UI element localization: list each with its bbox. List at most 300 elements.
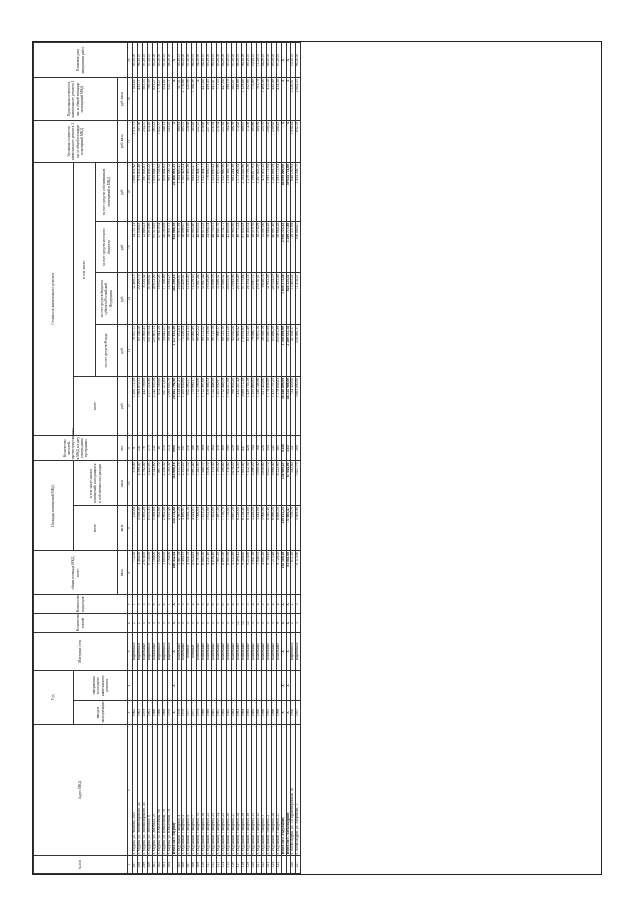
- cell-address: г. Радужный, 1 квартал, 32: [256, 724, 261, 856]
- cell-cost-owners: 1 532 660,56: [222, 163, 227, 222]
- cell-total-area: 4 532,80: [232, 550, 237, 595]
- header-year-last-repair: завершения последнего капитального ремонта: [74, 670, 128, 701]
- unit-limit-cost: руб./кв.м: [118, 78, 128, 120]
- cell-residents: 38: [157, 435, 162, 461]
- cell-cost-region: 824 325,32: [286, 273, 291, 325]
- cell-cost-fund: 42 108,37: [291, 325, 296, 377]
- cell-planned-date: 04.2015: [261, 43, 266, 78]
- cell-cost-fund: 99 725,10: [222, 325, 227, 377]
- cell-cost-fund: 30 550,19: [261, 325, 266, 377]
- header-row-no: № п/п: [34, 856, 128, 874]
- cell-cost-owners: 39 654 774,00: [286, 163, 291, 222]
- cell-address: г. Радужный, 3 квартал, 28: [271, 724, 276, 856]
- cell-cost-local: 1 269 777,88: [286, 221, 291, 273]
- cell-area-residents: 3 830,60: [261, 461, 266, 506]
- cell-cost-local: 20 537,69: [291, 221, 296, 273]
- cell-cost-region: 20 209,75: [137, 273, 142, 325]
- cell-row-no: 321: [256, 856, 261, 874]
- cell-limit-cost: 787,51: [177, 78, 182, 120]
- column-number: 17: [128, 120, 133, 162]
- cell-area-residents: 7 195,50: [217, 461, 222, 506]
- cell-unit-cost: 218,54: [212, 120, 217, 162]
- cell-year-built: 1977: [187, 701, 192, 725]
- cell-area-residents: 7 474,30: [236, 461, 241, 506]
- unit-cost-total: руб.: [118, 376, 128, 435]
- cell-limit-cost: 348,98: [236, 78, 241, 120]
- cell-floors: 5: [256, 614, 261, 633]
- cell-area-residents: 7 282,90: [197, 461, 202, 506]
- cell-cost-local: 50 664,28: [276, 221, 281, 273]
- cell-unit-cost: 221,92: [222, 120, 227, 162]
- cell-entrances: 3: [137, 595, 142, 614]
- cell-floors: 3: [296, 614, 301, 633]
- cell-cost-local: 18 493,36: [187, 221, 192, 273]
- cell-year-built: 1977: [192, 701, 197, 725]
- cell-cost-total: 1 432 267,44: [236, 376, 241, 435]
- cell-residents: 428: [246, 435, 251, 461]
- cell-floors: 3: [157, 614, 162, 633]
- cell-cost-fund: 88 233,20: [227, 325, 232, 377]
- cell-area-all: 5 905,90: [296, 506, 301, 551]
- cell-cost-local: 50 664,28: [266, 221, 271, 273]
- cell-area-residents: 2 353,20: [182, 461, 187, 506]
- cell-address: г. Радужный, 1 квартал, 24: [217, 724, 222, 856]
- cell-residents: 186: [192, 435, 197, 461]
- cell-row-no: 312: [212, 856, 217, 874]
- cell-residents: 24: [291, 435, 296, 461]
- cell-area-all: 7 813,20: [202, 506, 207, 551]
- cell-cost-total: 531 423,00: [261, 376, 266, 435]
- cell-area-residents: 116 066,10: [172, 461, 177, 506]
- cell-limit-cost: 783,79: [256, 78, 261, 120]
- cell-cost-region: 345 290,16: [172, 273, 177, 325]
- cell-address: г. Радужный, 1 квартал, 28: [236, 724, 241, 856]
- cell-floors: Х: [281, 614, 286, 633]
- cell-planned-date: 08.2016: [167, 43, 172, 78]
- unit-cost-local: руб.: [118, 221, 128, 273]
- cell-floors: 5: [232, 614, 237, 633]
- cell-total-area: 4 024,83: [192, 550, 197, 595]
- cell-area-residents: 7 318,00: [227, 461, 232, 506]
- cell-wall-material: панельные: [207, 633, 212, 671]
- cell-total-area: 9 728,50: [276, 550, 281, 595]
- cell-total-area: 7 109,00: [152, 550, 157, 595]
- cell-address: г. Муром, ул. Юбилейная, 76: [162, 724, 167, 856]
- cell-cost-total: 3 089 171,28: [241, 376, 246, 435]
- cell-wall-material: панельные: [232, 633, 237, 671]
- cell-cost-owners: 1 523 630,45: [212, 163, 217, 222]
- cell-cost-local: 20 985,50: [232, 221, 237, 273]
- cell-cost-total: 1 234 247,21: [177, 376, 182, 435]
- cell-limit-cost: 853,27: [152, 78, 157, 120]
- header-unit-cost: Удельная стоимость капитального ремонта 1 кв. м общей площади помещений МКД: [34, 120, 118, 162]
- cell-area-all: 2 663,50: [162, 506, 167, 551]
- cell-floors: 5: [227, 614, 232, 633]
- cell-wall-material: панельные: [182, 633, 187, 671]
- cell-area-all: 7 487,50: [217, 506, 222, 551]
- cell-cost-local: 40 661,40: [271, 221, 276, 273]
- cell-total-area: 8 838,40: [212, 550, 217, 595]
- cell-cost-fund: 179 976,63: [241, 325, 246, 377]
- cell-unit-cost: 218,68: [202, 120, 207, 162]
- cell-planned-date: 05.2016: [157, 43, 162, 78]
- cell-residents: 214: [167, 435, 172, 461]
- cell-wall-material: панельные: [222, 633, 227, 671]
- header-cost-region: за счет средств бюджета субъекта Российской Федерации: [96, 273, 118, 325]
- cell-cost-owners: 776 650,31: [207, 163, 212, 222]
- cell-cost-region: 31 667,44: [197, 273, 202, 325]
- cell-year-built: Х: [286, 701, 291, 725]
- cell-area-all: 124 274,40: [172, 506, 177, 551]
- cell-area-residents: 7 412,30: [246, 461, 251, 506]
- header-cost-total: всего: [74, 376, 118, 435]
- cell-area-residents: 3 678,20: [232, 461, 237, 506]
- cell-limit-cost: 432,71: [137, 78, 142, 120]
- cell-cost-owners: 979 833,48: [137, 163, 142, 222]
- cell-area-all: 3 444,00: [256, 506, 261, 551]
- cell-unit-cost: 348,14: [162, 120, 167, 162]
- cell-planned-date: 06.2015: [137, 43, 142, 78]
- cell-cost-owners: 1 199 817,03: [251, 163, 256, 222]
- cell-row-no: 303: [162, 856, 167, 874]
- cell-row-no: 327: [296, 856, 301, 874]
- cell-cost-owners: 694 635,47: [192, 163, 197, 222]
- cell-cost-owners: 1 339 395,75: [227, 163, 232, 222]
- cell-planned-date: Х: [286, 43, 291, 78]
- cell-cost-fund: 70 557,11: [132, 325, 137, 377]
- cell-floors: 5: [271, 614, 276, 633]
- header-year-group: Год: [34, 670, 74, 724]
- cell-row-no: 306: [182, 856, 187, 874]
- cell-area-all: 8 860,20: [276, 506, 281, 551]
- cell-cost-fund: 103 081,99: [276, 325, 281, 377]
- cell-wall-material: панельные: [251, 633, 256, 671]
- cell-cost-total: 1 433 751,25: [271, 376, 276, 435]
- cell-cost-total: 2 142 333,39: [152, 376, 157, 435]
- cell-area-residents: 2 311,79: [177, 461, 182, 506]
- cell-area-residents: 7 315,30: [212, 461, 217, 506]
- cell-planned-date: 07.2016: [187, 43, 192, 78]
- cell-area-all: 3 428,20: [251, 506, 256, 551]
- cell-limit-cost: Х: [172, 78, 177, 120]
- cell-cost-fund: 226 986,37: [296, 325, 301, 377]
- header-cost-local: за счет средств местного бюджета: [96, 221, 118, 273]
- cell-cost-region: 14 219,43: [192, 273, 197, 325]
- cell-floors: 5: [251, 614, 256, 633]
- cell-cost-fund: 83 152,49: [246, 325, 251, 377]
- cell-cost-total: 1 712 299,00: [197, 376, 202, 435]
- cell-area-residents: 8 222,00: [276, 461, 281, 506]
- cell-year-built: 1980: [207, 701, 212, 725]
- cell-cost-total: 760 953,20: [232, 376, 237, 435]
- cell-residents: 232: [152, 435, 157, 461]
- cell-limit-cost: 320,06: [187, 78, 192, 120]
- cell-area-residents: 3 781,10: [187, 461, 192, 506]
- cell-year-built: 1961: [147, 701, 152, 725]
- cell-wall-material: кирпичные: [157, 633, 162, 671]
- cell-cost-owners: 2 764 026,96: [241, 163, 246, 222]
- cell-planned-date: 06.2016: [241, 43, 246, 78]
- cell-cost-region: 1 859 273,38: [281, 273, 286, 325]
- column-number: 10: [128, 461, 133, 506]
- cell-planned-date: 05.2016: [152, 43, 157, 78]
- cell-cost-local: 2 916 723,35: [281, 221, 286, 273]
- cell-cost-local: 22 063,40: [192, 221, 197, 273]
- cell-limit-cost: 771,33: [217, 78, 222, 120]
- cell-limit-cost: 532,71: [167, 78, 172, 120]
- cell-residents: 316: [217, 435, 222, 461]
- cell-address: Итого по г. Радужному: [281, 724, 286, 856]
- cell-year-built: 1996: [271, 701, 276, 725]
- cell-wall-material: кирпичные: [291, 633, 296, 671]
- cell-area-residents: 3 000,00: [256, 461, 261, 506]
- cell-floors: 5: [212, 614, 217, 633]
- cell-residents: 269: [296, 435, 301, 461]
- cell-floors: 5: [197, 614, 202, 633]
- cell-cost-total: 1 712 397,00: [202, 376, 207, 435]
- cell-year-last-repair: Х: [172, 670, 177, 701]
- column-number: 11: [128, 435, 133, 461]
- cell-cost-owners: 1 102 423,24: [182, 163, 187, 222]
- cell-cost-fund: 38 023,33: [187, 325, 192, 377]
- cell-residents: 228: [261, 435, 266, 461]
- cell-unit-cost: 227,78: [207, 120, 212, 162]
- column-number: 2: [128, 724, 133, 856]
- cell-limit-cost: 445,49: [271, 78, 276, 120]
- cell-cost-region: 26 554,19: [271, 273, 276, 325]
- cell-cost-total: 927 271,83: [162, 376, 167, 435]
- cell-year-built: 1986: [256, 701, 261, 725]
- cell-planned-date: 05.2016: [207, 43, 212, 78]
- cell-cost-fund: 77 990,37: [217, 325, 222, 377]
- cell-year-built: 1976: [177, 701, 182, 725]
- cell-entrances: 4: [256, 595, 261, 614]
- cell-limit-cost: 2 776,86: [182, 78, 187, 120]
- cell-residents: 3337: [286, 435, 291, 461]
- cell-area-all: 7 000,09: [197, 506, 202, 551]
- cell-address: г. Радужный, 1 квартал, 30: [246, 724, 251, 856]
- cell-unit-cost: 632,35: [296, 120, 301, 162]
- cell-address: г. Радужный, 3 квартал, 2: [266, 724, 271, 856]
- cell-cost-owners: 993 700,72: [167, 163, 172, 222]
- cell-total-area: 158 560,28: [281, 550, 286, 595]
- cell-cost-local: 87 852,03: [241, 221, 246, 273]
- cell-area-all: 8 154,80: [246, 506, 251, 551]
- cell-year-built: 1986: [157, 701, 162, 725]
- cell-row-no: 316: [232, 856, 237, 874]
- cell-area-residents: 3 961,40: [192, 461, 197, 506]
- cell-cost-region: 8 255,54: [142, 273, 147, 325]
- cell-wall-material: Х: [172, 633, 177, 671]
- cell-cost-region: 25 016,32: [256, 273, 261, 325]
- cell-address: г. Радужный, 1 квартал, 16: [202, 724, 207, 856]
- cell-cost-region: 24 689,97: [177, 273, 182, 325]
- cell-residents: 275: [147, 435, 152, 461]
- cell-limit-cost: 382,01: [232, 78, 237, 120]
- cell-cost-local: 48 015,52: [202, 221, 207, 273]
- cell-cost-fund: 1 768 899,00: [281, 325, 286, 377]
- cell-entrances: 4: [197, 595, 202, 614]
- cell-entrances: 4: [251, 595, 256, 614]
- cell-cost-owners: 1 532 404,71: [197, 163, 202, 222]
- cell-year-built: 1962: [132, 701, 137, 725]
- cell-residents: 242: [271, 435, 276, 461]
- cell-area-all: 1 893,20: [142, 506, 147, 551]
- cell-year-built: 1957: [296, 701, 301, 725]
- unit-residents: чел.: [118, 435, 128, 461]
- cell-unit-cost: 128,68: [187, 120, 192, 162]
- header-area-residents: в том числе жилых помещений, находящихся в собственности граждан: [74, 461, 118, 506]
- cell-total-area: 9 289,80: [241, 550, 246, 595]
- cell-area-residents: 543,40: [291, 461, 296, 506]
- cell-floors: 2: [137, 614, 142, 633]
- cell-residents: 151: [182, 435, 187, 461]
- cell-entrances: 6: [152, 595, 157, 614]
- cell-limit-cost: 2 664,53: [296, 78, 301, 120]
- cell-planned-date: 07.2015: [276, 43, 281, 78]
- cell-total-area: 8 601,80: [227, 550, 232, 595]
- cell-unit-cost: 218,54: [217, 120, 222, 162]
- cell-year-built: 1981: [217, 701, 222, 725]
- header-planned-date: Плановая дата завершения работ: [34, 43, 128, 78]
- header-floors: Количество этажей: [34, 614, 128, 633]
- cell-cost-region: 26 539,49: [236, 273, 241, 325]
- cell-wall-material: кирпичные: [147, 633, 152, 671]
- cell-cost-fund: 82 806,42: [236, 325, 241, 377]
- cell-cost-fund: 99 725,10: [212, 325, 217, 377]
- cell-entrances: 2: [157, 595, 162, 614]
- cell-residents: 354: [266, 435, 271, 461]
- cell-unit-cost: 230,65: [271, 120, 276, 162]
- cell-cost-total: 1 349 748,96: [256, 376, 261, 435]
- cell-year-built: 1982: [222, 701, 227, 725]
- cell-address: г. Радужный, 1 квартал, 31: [251, 724, 256, 856]
- cell-wall-material: панельные: [217, 633, 222, 671]
- cell-year-built: 1982: [227, 701, 232, 725]
- cell-cost-total: 1 779 858,86: [266, 376, 271, 435]
- cell-row-no: 298: [137, 856, 142, 874]
- cell-entrances: 5: [187, 595, 192, 614]
- cell-year-built: 1985: [251, 701, 256, 725]
- cell-limit-cost: 441,41: [212, 78, 217, 120]
- cell-cost-total: 775 990,37: [192, 376, 197, 435]
- cell-entrances: Х: [286, 595, 291, 614]
- cell-unit-cost: 174,02: [236, 120, 241, 162]
- cell-cost-fund: 79 098,77: [251, 325, 256, 377]
- cell-wall-material: панельные: [276, 633, 281, 671]
- cell-year-built: 1985: [246, 701, 251, 725]
- cell-address: Итого по г. Мурому: [172, 724, 177, 856]
- cell-unit-cost: 383,23: [152, 120, 157, 162]
- cell-entrances: 3: [241, 595, 246, 614]
- cell-wall-material: кирпичные: [137, 633, 142, 671]
- cell-cost-local: 61 515,95: [152, 221, 157, 273]
- cell-planned-date: 07.2015: [147, 43, 152, 78]
- cell-residents: 210: [162, 435, 167, 461]
- cell-cost-region: 57 173,84: [241, 273, 246, 325]
- cell-cost-fund: 99 002,22: [197, 325, 202, 377]
- cell-floors: 5: [222, 614, 227, 633]
- cell-unit-cost: 1 022,57: [157, 120, 162, 162]
- cell-year-built: 1983: [232, 701, 237, 725]
- header-cost-owners: за счет средств собственников помещений в МКД: [96, 163, 118, 222]
- cell-entrances: 4: [192, 595, 197, 614]
- cell-planned-date: Х: [281, 43, 286, 78]
- cell-year-built: 1961: [137, 701, 142, 725]
- cell-planned-date: 06.2016: [182, 43, 187, 78]
- unit-unit-cost: руб./кв.м: [118, 120, 128, 162]
- cell-row-no: 318: [241, 856, 246, 874]
- cell-unit-cost: 188,39: [232, 120, 237, 162]
- column-number: 1: [128, 856, 133, 874]
- cell-cost-owners: 583 093,36: [187, 163, 192, 222]
- cell-cost-local: 34 721,13: [132, 221, 137, 273]
- cell-cost-owners: 829 084,63: [162, 163, 167, 222]
- cell-cost-total: 1 779 858,83: [276, 376, 281, 435]
- cell-area-residents: 130 900,63: [281, 461, 286, 506]
- cell-residents: 385: [276, 435, 281, 461]
- cell-area-all: 3 900,00: [261, 506, 266, 551]
- cell-year-built: 1986: [152, 701, 157, 725]
- cell-cost-fund: 1 117 015,30: [172, 325, 177, 377]
- cell-planned-date: 07.2016: [232, 43, 237, 78]
- cell-residents: 468: [236, 435, 241, 461]
- cell-floors: 9: [276, 614, 281, 633]
- cell-wall-material: панельные: [256, 633, 261, 671]
- cell-area-residents: 4 399,40: [137, 461, 142, 506]
- cell-limit-cost: 775,80: [251, 78, 256, 120]
- cell-residents: 447: [241, 435, 246, 461]
- cell-row-no: 319: [246, 856, 251, 874]
- cell-total-area: 3 947,30: [251, 550, 256, 595]
- cell-floors: 5: [192, 614, 197, 633]
- cell-year-built: 1991: [266, 701, 271, 725]
- cell-wall-material: панельные: [177, 633, 182, 671]
- cell-address: г. Радужный, 1 квартал, 27: [276, 724, 281, 856]
- cell-area-all: 4 024,83: [192, 506, 197, 551]
- cell-cost-owners: 1 523 637,96: [217, 163, 222, 222]
- cell-planned-date: Х: [172, 43, 177, 78]
- cell-cost-owners: 1 164 605,41: [177, 163, 182, 222]
- cell-cost-region: 13 403,24: [291, 273, 296, 325]
- cell-wall-material: кирпичные: [132, 633, 137, 671]
- cell-floors: 12: [236, 614, 241, 633]
- column-number: 8: [128, 550, 133, 595]
- cell-area-all: 8 158,40: [241, 506, 246, 551]
- cell-total-area: 7 907,20: [217, 550, 222, 595]
- cell-planned-date: 08.2015: [192, 43, 197, 78]
- cell-cost-region: 17 108,90: [162, 273, 167, 325]
- cell-cost-region: 40 013,00: [152, 273, 157, 325]
- cell-floors: 2: [291, 614, 296, 633]
- cell-cost-total: 1 420 755,19: [246, 376, 251, 435]
- cell-row-no: 315: [227, 856, 232, 874]
- cell-cost-region: 26 354,18: [246, 273, 251, 325]
- unit-area-residents: кв.м: [118, 461, 128, 506]
- cell-unit-cost: 5 511,73: [132, 120, 137, 162]
- cell-residents: 241: [137, 435, 142, 461]
- cell-cost-fund: 65 788,28: [137, 325, 142, 377]
- cell-total-area: 2 987,59: [177, 550, 182, 595]
- cell-residents: 168: [256, 435, 261, 461]
- cell-cost-owners: 1 207 803,26: [256, 163, 261, 222]
- cell-limit-cost: 1 778,27: [157, 78, 162, 120]
- cell-area-residents: 210,00: [132, 461, 137, 506]
- cell-residents: 6358: [281, 435, 286, 461]
- cell-row-no: 320: [251, 856, 256, 874]
- cell-unit-cost: 390,63: [177, 120, 182, 162]
- cell-residents: 202: [207, 435, 212, 461]
